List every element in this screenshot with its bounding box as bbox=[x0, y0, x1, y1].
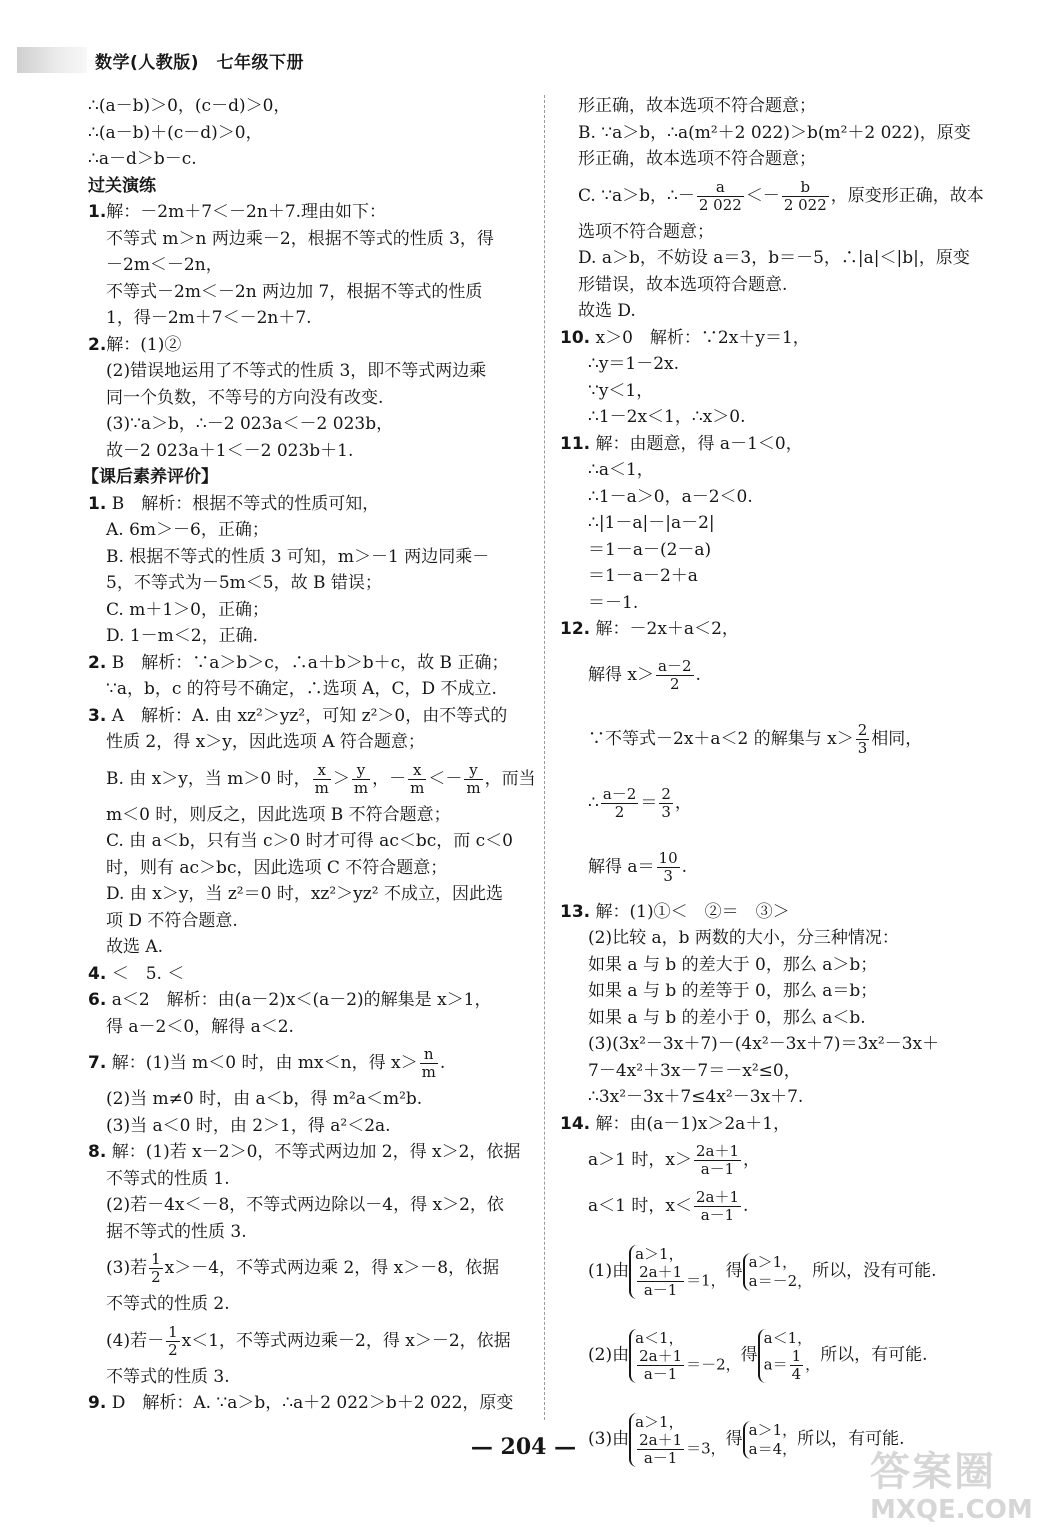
text-line: ∴(a－b)＞0，(c－d)＞0， bbox=[88, 96, 291, 116]
numerator: 2a＋1 bbox=[695, 1188, 739, 1206]
numerator: 2 bbox=[661, 784, 671, 803]
text-line: A. 6m＞－6，正确； bbox=[106, 520, 269, 540]
text-line-with-fraction bbox=[560, 1137, 1015, 1183]
numerator: 1 bbox=[168, 1322, 178, 1341]
question-number: 6. bbox=[88, 990, 107, 1010]
text-line: D. a＞b，不妨设 a＝3，b＝－5，∴|a|＜|b|，原变 bbox=[578, 248, 970, 268]
text-line: 选项不符合题意； bbox=[578, 221, 714, 242]
system-line: a＞1， bbox=[748, 1252, 798, 1271]
fraction bbox=[637, 1264, 684, 1299]
text-line: 据不等式的性质 3. bbox=[106, 1221, 247, 1242]
question-number: 8. bbox=[88, 1142, 107, 1162]
fraction bbox=[408, 762, 426, 797]
text: 解得 x＞ bbox=[588, 664, 654, 685]
exercise-8 bbox=[88, 1139, 536, 1166]
equation-system bbox=[758, 1329, 821, 1383]
text: ＞ bbox=[332, 768, 350, 789]
text: x＜1，不等式两边乘－2，得 x＞－2，依据 bbox=[181, 1330, 511, 1351]
text-line: 如果 a 与 b 的差等于 0，那么 a＝b； bbox=[588, 981, 878, 1001]
text: C. ∵a＞b，∴－ bbox=[578, 185, 695, 206]
text-line: 同一个负数，不等号的方向没有改变. bbox=[106, 387, 384, 408]
numerator: a bbox=[697, 179, 744, 197]
system-line: a＝4， bbox=[748, 1439, 798, 1458]
text-line-with-fraction bbox=[88, 1318, 536, 1364]
text-line: (2)若－4x＜－8，不等式两边除以－4，得 x＞2，依 bbox=[106, 1195, 504, 1215]
text-line: C. m＋1＞0，正确； bbox=[106, 599, 269, 620]
exercise-9 bbox=[88, 1390, 536, 1417]
header-title: 数学(人教版) 七年级下册 bbox=[95, 53, 305, 73]
fraction bbox=[464, 762, 482, 797]
column-divider bbox=[544, 95, 546, 1420]
text: 所以，有可能. bbox=[797, 1429, 905, 1449]
text: ，而当 bbox=[484, 768, 536, 789]
exercise-11 bbox=[560, 431, 1015, 458]
equation-system bbox=[629, 1329, 741, 1383]
denominator: m bbox=[353, 778, 369, 797]
exercise-6 bbox=[88, 987, 536, 1014]
text-line: ∴1－2x＜1，∴x＞0. bbox=[588, 407, 746, 427]
page-number: — 204 — bbox=[470, 1434, 577, 1460]
denominator: 2 bbox=[151, 1268, 161, 1286]
header-decoration bbox=[17, 47, 87, 73]
text-line: ＝1－a－2＋a bbox=[588, 566, 698, 586]
numerator: 2a＋1 bbox=[639, 1430, 683, 1449]
question-number: 14. bbox=[560, 1113, 591, 1134]
text-line: ∴(a－b)＋(c－d)＞0， bbox=[88, 122, 263, 143]
system-line: a＞1， bbox=[748, 1420, 798, 1439]
fraction bbox=[659, 786, 673, 821]
question-number: 9. bbox=[88, 1393, 107, 1413]
text: ，原变形正确，故本 bbox=[830, 185, 984, 206]
denominator: m bbox=[410, 778, 425, 797]
text-line: 故－2 023a＋1＜－2 023b＋1. bbox=[106, 440, 354, 461]
text: ＝1， bbox=[686, 1271, 726, 1289]
system-case-2 bbox=[560, 1313, 1015, 1397]
text: ＜－ bbox=[745, 185, 780, 206]
system-line bbox=[635, 1348, 741, 1383]
text-line: B. ∵a＞b，∴a(m²＋2 022)＞b(m²＋2 022)，原变 bbox=[578, 122, 971, 143]
left-column bbox=[82, 93, 536, 1417]
question-number: 1. bbox=[88, 202, 107, 222]
numerator: a－2 bbox=[658, 656, 692, 675]
text-line: ∴|1－a|－|a－2| bbox=[588, 513, 715, 533]
denominator: 4 bbox=[791, 1364, 802, 1383]
fraction bbox=[697, 179, 744, 214]
text-line: －2m＜－2n， bbox=[106, 255, 223, 275]
denominator: a－1 bbox=[700, 1206, 735, 1224]
equation-system bbox=[629, 1245, 726, 1299]
text-line: 故选 D. bbox=[578, 301, 636, 321]
text-line-with-fraction bbox=[560, 643, 1015, 707]
text: B 解析：∵a＞b＞c，∴a＋b＞b＋c，故 B 正确； bbox=[111, 652, 509, 673]
text: 得 bbox=[725, 1429, 743, 1449]
text: A 解析：A. 由 xz²＞yz²，可知 z²＞0，由不等式的 bbox=[111, 705, 508, 726]
question-number: 2. bbox=[88, 334, 107, 355]
text: 所以，有可能. bbox=[820, 1345, 928, 1365]
fraction bbox=[601, 786, 639, 821]
fraction bbox=[352, 762, 370, 797]
text: 解：(1)② bbox=[106, 334, 182, 355]
denominator: a－1 bbox=[643, 1448, 678, 1467]
text: a＞1 时，x＞ bbox=[588, 1150, 692, 1170]
text-line: 1，得－2m＋7＜－2n＋7. bbox=[106, 308, 312, 328]
text-line: ∴3x²－3x＋7≤4x²－3x＋7. bbox=[588, 1087, 804, 1107]
text-line-with-fractions bbox=[88, 756, 536, 802]
text-line-with-fraction bbox=[560, 1183, 1015, 1229]
exercise-10 bbox=[560, 325, 1015, 352]
text-line: ∵y＜1， bbox=[588, 380, 654, 401]
question-number: 7. bbox=[88, 1053, 107, 1073]
section-heading-guoguan: 过关演练 bbox=[88, 175, 156, 196]
text: 得 bbox=[725, 1261, 743, 1281]
text: a＜1 时，x＜ bbox=[588, 1196, 692, 1216]
text: B 解析：根据不等式的性质可知， bbox=[111, 493, 380, 514]
fraction bbox=[149, 1251, 163, 1286]
text: ＜ 5. ＜ bbox=[111, 963, 185, 984]
text-line: 5，不等式为－5m＜5，故 B 错误； bbox=[106, 573, 382, 593]
system-line: a＝－2， bbox=[748, 1271, 813, 1290]
text-line: ∴a＜1， bbox=[588, 460, 654, 480]
exercise-14 bbox=[560, 1111, 1015, 1138]
text: 所以，没有可能. bbox=[812, 1261, 937, 1281]
text-line: ∴y＝1－2x. bbox=[588, 354, 680, 374]
text-line: 形正确，故本选项不符合题意； bbox=[578, 96, 816, 116]
fraction bbox=[313, 762, 331, 797]
text: ， bbox=[742, 1150, 760, 1170]
denominator: a－1 bbox=[643, 1280, 678, 1299]
denominator: 2 bbox=[168, 1340, 178, 1359]
watermark-logo bbox=[870, 1440, 1033, 1530]
text: D 解析：A. ∵a＞b，∴a＋2 022＞b＋2 022，原变 bbox=[111, 1393, 514, 1413]
fraction bbox=[694, 1143, 741, 1178]
denominator: 2 bbox=[669, 674, 680, 693]
fraction bbox=[694, 1189, 741, 1224]
watermark-logo-text: 答案圈 bbox=[870, 1449, 996, 1495]
fraction bbox=[782, 179, 829, 214]
numerator: 10 bbox=[658, 848, 678, 867]
text-line: 得 a－2＜0，解得 a＜2. bbox=[106, 1016, 294, 1037]
text-line: 不等式－2m＜－2n 两边加 7，根据不等式的性质 bbox=[106, 281, 483, 302]
denominator: 3 bbox=[857, 738, 868, 757]
numerator: 2a＋1 bbox=[639, 1346, 683, 1365]
text-line: 性质 2，得 x＞y，因此选项 A 符合题意； bbox=[106, 732, 425, 752]
text: 相同， bbox=[871, 728, 923, 749]
text-line: 7－4x²＋3x－7＝－x²≤0， bbox=[588, 1060, 801, 1081]
system-line bbox=[764, 1348, 821, 1383]
denominator: m bbox=[314, 778, 329, 797]
text-line-with-fractions bbox=[560, 771, 1015, 835]
numerator: n bbox=[420, 1046, 438, 1064]
denominator: m bbox=[421, 1063, 436, 1081]
section-heading-kehou: 【课后素养评价】 bbox=[82, 467, 218, 487]
exercise-1 bbox=[88, 491, 536, 518]
text-line: (3)当 a＜0 时，由 2＞1，得 a²＜2a. bbox=[106, 1115, 391, 1136]
numerator: 2a＋1 bbox=[639, 1262, 683, 1281]
text: 解：－2x＋a＜2， bbox=[595, 619, 739, 639]
fraction bbox=[166, 1324, 180, 1359]
text-line-with-fraction bbox=[560, 707, 1015, 771]
text-line: (3)(3x²－3x＋7)－(4x²－3x＋7)＝3x²－3x＋ bbox=[588, 1034, 940, 1054]
question-number: 12. bbox=[560, 619, 591, 639]
numerator: y bbox=[352, 762, 370, 780]
text: x＞0 解析：∵2x＋y＝1， bbox=[595, 327, 810, 348]
denominator: 2 022 bbox=[698, 195, 742, 214]
text-line: 不等式的性质 2. bbox=[106, 1294, 230, 1314]
text: 解：(1)当 m＜0 时，由 mx＜n，得 x＞ bbox=[111, 1053, 418, 1073]
numerator: x bbox=[408, 762, 426, 780]
system-line: a＜1， bbox=[763, 1328, 813, 1347]
question-2 bbox=[88, 332, 536, 359]
numerator: 1 bbox=[151, 1250, 161, 1268]
text: B. 由 x＞y，当 m＞0 时， bbox=[106, 768, 311, 789]
equation-system bbox=[743, 1253, 813, 1291]
text: 解：(1)若 x－2＞0，不等式两边加 2，得 x＞2，依据 bbox=[111, 1142, 521, 1162]
text-line: 不等式的性质 1. bbox=[106, 1168, 230, 1189]
exercise-12 bbox=[560, 616, 1015, 643]
system-line: a＞1， bbox=[635, 1412, 684, 1431]
numerator: 2a＋1 bbox=[695, 1142, 739, 1160]
fraction bbox=[656, 658, 694, 693]
denominator: 2 022 bbox=[783, 195, 827, 214]
text: (2)由 bbox=[588, 1345, 630, 1365]
text: ，－ bbox=[372, 768, 407, 789]
text-line: 如果 a 与 b 的差小于 0，那么 a＜b. bbox=[588, 1007, 866, 1028]
fraction bbox=[790, 1348, 804, 1383]
question-1 bbox=[88, 199, 536, 226]
numerator: 2 bbox=[857, 720, 868, 739]
question-number: 1. bbox=[88, 493, 107, 514]
text-line: D. 由 x＞y，当 z²＝0 时，xz²＞yz² 不成立，因此选 bbox=[106, 884, 503, 904]
text-line: ＝－1. bbox=[588, 592, 639, 613]
numerator: b bbox=[782, 179, 829, 197]
text-line: ∴a－d＞b－c. bbox=[88, 149, 197, 169]
system-line: a＞1， bbox=[635, 1244, 684, 1263]
question-number: 11. bbox=[560, 433, 591, 454]
text-line: m＜0 时，则反之，因此选项 B 不符合题意； bbox=[106, 804, 451, 825]
denominator: 3 bbox=[663, 866, 673, 885]
text: . bbox=[439, 1053, 446, 1073]
denominator: 2 bbox=[614, 802, 625, 821]
text-line: C. 由 a＜b，只有当 c＞0 时才可得 ac＜bc，而 c＜0 bbox=[106, 831, 513, 851]
fraction bbox=[420, 1046, 438, 1081]
text-line: 不等式 m＞n 两边乘－2，根据不等式的性质 3，得 bbox=[106, 228, 494, 249]
text-line: (2)当 m≠0 时，由 a＜b，得 m²a＜m²b. bbox=[106, 1089, 423, 1109]
denominator: a－1 bbox=[643, 1364, 678, 1383]
text-line-with-fractions bbox=[560, 173, 1015, 219]
text: ， bbox=[674, 792, 692, 813]
denominator: m bbox=[466, 778, 481, 797]
text: ＝－2， bbox=[686, 1355, 741, 1373]
text-line: ＝1－a－(2－a) bbox=[588, 539, 712, 560]
text-line: 如果 a 与 b 的差大于 0，那么 a＞b； bbox=[588, 954, 878, 975]
text-line: 项 D 不符合题意. bbox=[106, 910, 238, 931]
text: 得 bbox=[740, 1345, 758, 1365]
numerator: a－2 bbox=[602, 784, 637, 803]
text: . bbox=[681, 856, 688, 877]
exercise-13 bbox=[560, 899, 1015, 926]
question-number: 3. bbox=[88, 705, 107, 726]
text: ＝ bbox=[640, 792, 658, 813]
text: ， bbox=[805, 1355, 821, 1373]
numerator: y bbox=[464, 762, 482, 780]
text-line: (2)比较 a，b 两数的大小，分三种情况： bbox=[588, 928, 899, 948]
text: ∵不等式－2x＋a＜2 的解集与 x＞ bbox=[588, 728, 854, 749]
text: a＜2 解析：由(a－2)x＜(a－2)的解集是 x＞1， bbox=[111, 990, 492, 1010]
fraction bbox=[856, 722, 870, 757]
text-line: 时，则有 ac＞bc，因此选项 C 不符合题意； bbox=[106, 857, 448, 878]
text-line: (2)错误地运用了不等式的性质 3，即不等式两边乘 bbox=[106, 361, 487, 381]
text-line: ∴1－a＞0，a－2＜0. bbox=[588, 486, 753, 507]
text: (3)由 bbox=[588, 1429, 630, 1449]
text-line: ∵a，b，c 的符号不确定，∴选项 A，C，D 不成立. bbox=[106, 679, 497, 699]
question-number: 13. bbox=[560, 901, 591, 922]
question-number: 10. bbox=[560, 327, 591, 348]
text: 解得 a＝ bbox=[588, 856, 655, 877]
exercise-7 bbox=[88, 1040, 536, 1086]
text-line: 不等式的性质 3. bbox=[106, 1366, 230, 1387]
text: (4)若－ bbox=[106, 1330, 165, 1351]
text: a＝ bbox=[763, 1355, 788, 1373]
text-line: 故选 A. bbox=[106, 937, 164, 957]
text: 解：由(a－1)x＞2a＋1， bbox=[595, 1113, 791, 1134]
text-line: B. 根据不等式的性质 3 可知，m＞－1 两边同乘－ bbox=[106, 546, 490, 567]
text: (3)若 bbox=[106, 1258, 148, 1278]
text: ∴ bbox=[588, 792, 599, 813]
question-number: 2. bbox=[88, 652, 107, 673]
numerator: x bbox=[313, 762, 331, 780]
system-line bbox=[635, 1264, 726, 1299]
text-line-with-fraction bbox=[88, 1245, 536, 1291]
exercise-2 bbox=[88, 650, 536, 677]
exercise-4-5 bbox=[88, 961, 536, 988]
text: 解：－2m＋7＜－2n＋7.理由如下： bbox=[106, 202, 387, 222]
question-number: 4. bbox=[88, 963, 107, 984]
text: (1)由 bbox=[588, 1261, 630, 1281]
text-line-with-fraction bbox=[560, 835, 1015, 899]
text: ＝3， bbox=[686, 1439, 726, 1457]
text-line: 形错误，故本选项符合题意. bbox=[578, 274, 788, 295]
right-column bbox=[560, 93, 1015, 1481]
numerator: 1 bbox=[791, 1346, 802, 1365]
exercise-3 bbox=[88, 703, 536, 730]
text-line: 形正确，故本选项不符合题意； bbox=[578, 149, 816, 169]
text: . bbox=[695, 664, 701, 685]
text-line: (3)∵a＞b，∴－2 023a＜－2 023b， bbox=[106, 414, 394, 434]
text: 解：(1)①＜ ②＝ ③＞ bbox=[595, 901, 790, 922]
text-line: D. 1－m＜2，正确. bbox=[106, 626, 258, 646]
text: 解：由题意，得 a－1＜0， bbox=[595, 433, 803, 454]
denominator: 3 bbox=[661, 802, 671, 821]
text: . bbox=[742, 1196, 749, 1216]
text: ＜－ bbox=[428, 768, 463, 789]
fraction bbox=[657, 850, 680, 885]
watermark-url: MXQE.COM bbox=[870, 1495, 1033, 1525]
fraction bbox=[637, 1348, 684, 1383]
system-line: a＜1， bbox=[635, 1328, 684, 1347]
text: x＞－4，不等式两边乘 2，得 x＞－8，依据 bbox=[164, 1258, 500, 1278]
denominator: a－1 bbox=[700, 1160, 735, 1178]
system-case-1 bbox=[560, 1229, 1015, 1313]
